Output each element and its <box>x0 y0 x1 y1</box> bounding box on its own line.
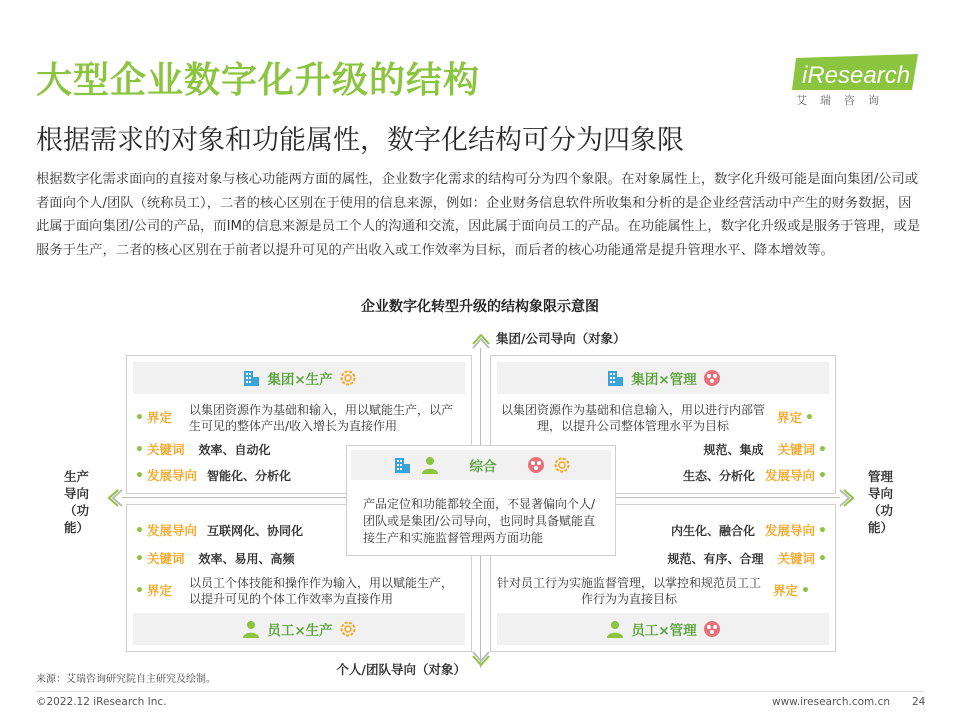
quadrant-title: 员工×管理 <box>631 623 697 639</box>
center-comprehensive-box <box>346 445 616 556</box>
quadrant-header <box>133 613 465 645</box>
keyword-row: • 关键词 效率、自动化 <box>135 442 271 458</box>
quadrant-title: 集团×管理 <box>631 372 697 388</box>
development-row: 生态、分析化 发展导向 • <box>683 468 827 484</box>
quadrant-header <box>497 362 829 394</box>
up-arrow-icon <box>470 334 492 350</box>
quadrant-header <box>497 613 829 645</box>
define-row: • 界定 以员工个体技能和操作作为输入，用以赋能生产，以提升可见的个体工作效率为直接作用 <box>135 576 453 606</box>
copyright: ©2022.12 iResearch Inc. <box>36 696 167 708</box>
keyword-row: • 关键词 效率、易用、高频 <box>135 551 295 567</box>
center-description: 产品定位和功能都较全面，不显著偏向个人/团队或是集团/公司导向，也同时具备赋能直接生产和实施监督管理两方面功能 <box>363 497 596 545</box>
page-number: 24 <box>912 696 926 708</box>
network-icon <box>527 456 545 474</box>
footer-divider <box>36 691 924 692</box>
keyword-row: 规范、集成 关键词 • <box>703 442 827 458</box>
define-row: • 界定 以集团资源作为基础和输入，用以赋能生产，以产生可见的整体产出/收入增长为直接作用 <box>135 403 453 433</box>
development-row: • 发展导向 智能化、分析化 <box>135 468 291 484</box>
left-arrow-icon <box>108 487 124 509</box>
building-icon <box>392 455 412 475</box>
development-row: • 发展导向 互联网化、协同化 <box>135 523 303 539</box>
building-icon <box>605 368 625 388</box>
logo-subtitle: 艾瑞咨询 <box>796 94 892 107</box>
down-arrow-icon <box>470 650 492 666</box>
keyword-row: 规范、有序、合理 关键词 • <box>667 551 827 567</box>
axis-top-label: 集团/公司导向（对象） <box>496 331 626 346</box>
page-subtitle: 根据需求的对象和功能属性，数字化结构可分为四象限 <box>36 125 684 156</box>
center-title: 综合 <box>469 459 497 475</box>
axis-bottom-label: 个人/团队导向（对象） <box>336 662 466 677</box>
network-icon <box>703 369 721 387</box>
person-icon <box>241 619 261 639</box>
quadrant-header <box>133 362 465 394</box>
axis-left-label: 生产 导向 （功 能） <box>64 469 90 535</box>
development-row: 内生化、融合化 发展导向 • <box>671 523 827 539</box>
axis-right-label: 管理 导向 （功 能） <box>868 469 894 535</box>
quadrant-title: 员工×生产 <box>267 623 333 639</box>
gear-icon <box>339 369 357 387</box>
page-title: 大型企业数字化升级的结构 <box>36 60 481 101</box>
quadrant-title: 集团×生产 <box>267 372 333 388</box>
diagram-title: 企业数字化转型升级的结构象限示意图 <box>361 299 599 315</box>
source-note: 来源：艾瑞咨询研究院自主研究及绘制。 <box>36 674 216 685</box>
define-row: 以集团资源作为基础和信息输入，用以进行内部管理，以提升公司整体管理水平为目标 界定 • <box>500 403 814 433</box>
define-row: 针对员工行为实施监督管理，以掌控和规范员工工作行为为直接目标 界定 • <box>496 576 810 606</box>
person-icon <box>420 455 440 475</box>
right-arrow-icon <box>838 487 854 509</box>
gear-icon <box>553 456 571 474</box>
center-header <box>351 450 611 480</box>
logo-text: iResearch <box>802 62 911 89</box>
network-icon <box>703 620 721 638</box>
building-icon <box>241 368 261 388</box>
person-icon <box>605 619 625 639</box>
footer-url: www.iresearch.com.cn <box>772 696 891 708</box>
intro-paragraph: 根据数字化需求面向的直接对象与核心功能两方面的属性，企业数字化需求的结构可分为四个象限。在对象属性上，数字化升级可能是面向集团/公司或者面向个人/团队（统称员工），二者的核心区别在于使用的信息来源，例如：企业财务信息软件所收集和分析的是企业经营活动中产生的财务数据，因此属于面向集团/公司的产品，而IM的信息来源是员工个人的沟通和交流，因此属于面向员工的产品。在功能属性上，数字化升级或是服务于管理，或是服务于生产，二者的核心区别在于前者以提升可见的产出收入或工作效率为目标，而后者的核心功能通常是提升管理水平、降本增效等。 <box>36 172 921 258</box>
gear-icon <box>339 620 357 638</box>
